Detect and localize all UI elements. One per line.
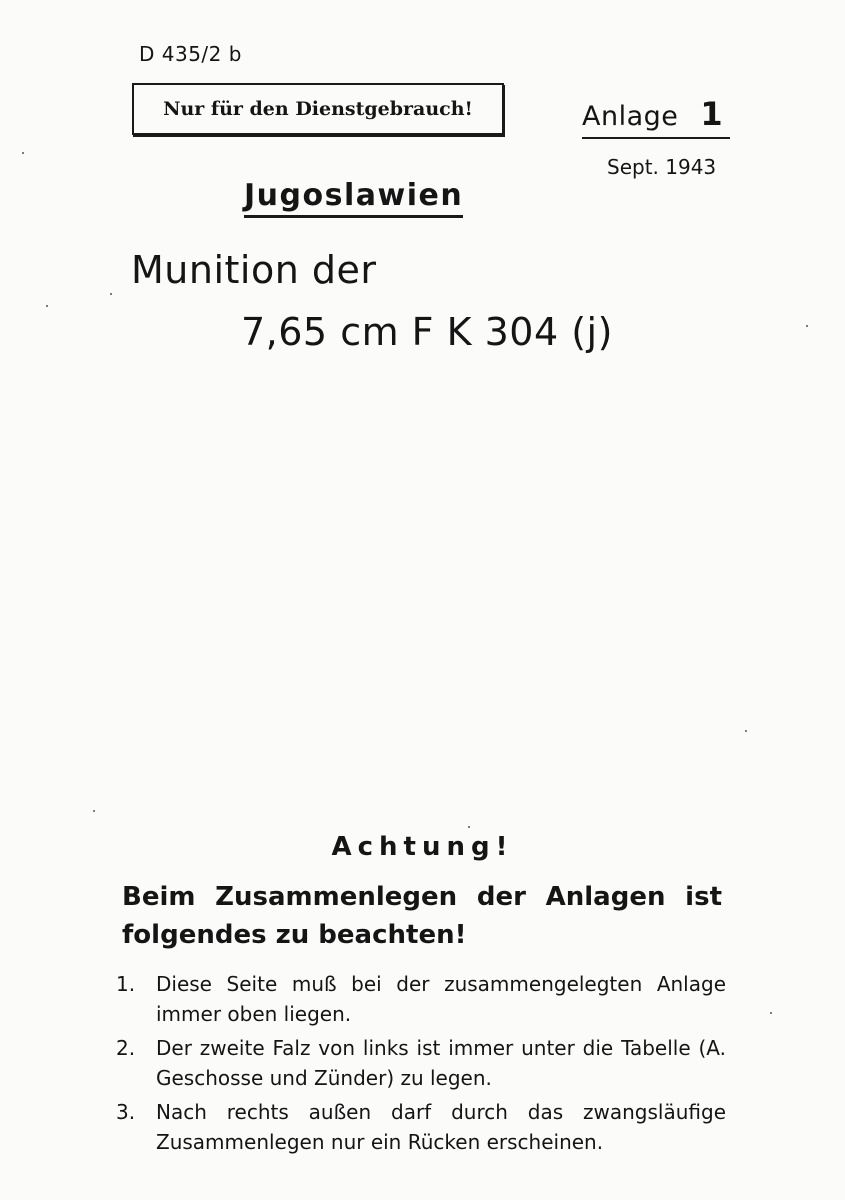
restriction-notice-box bbox=[132, 83, 504, 135]
scan-speck bbox=[468, 826, 470, 828]
list-item-number: 1. bbox=[116, 972, 136, 996]
scan-speck bbox=[806, 325, 808, 327]
annex-line bbox=[582, 95, 730, 139]
list-item bbox=[116, 1097, 726, 1157]
attention-heading bbox=[0, 832, 845, 862]
list-item-text: Nach rechts außen darf durch das zwangsläufige Zusammenlegen nur ein Rücken erscheinen. bbox=[156, 1100, 726, 1154]
annex-date: Sept. 1943 bbox=[607, 155, 717, 179]
scan-speck bbox=[46, 305, 48, 307]
list-item-text: Der zweite Falz von links ist immer unter die Tabelle (A. Geschosse und Zünder) zu legen. bbox=[156, 1036, 726, 1090]
scan-speck bbox=[93, 810, 95, 812]
attention-text: Beim Zusammenlegen der Anlagen ist folgendes zu beachten! bbox=[122, 882, 722, 950]
list-item bbox=[116, 1033, 726, 1093]
scan-speck bbox=[745, 730, 747, 732]
scan-speck bbox=[110, 293, 112, 295]
list-item-text: Diese Seite muß bei der zusammengelegten Anlage immer oben liegen. bbox=[156, 972, 726, 1026]
annex-label: Anlage bbox=[582, 101, 679, 132]
scan-speck bbox=[770, 1012, 772, 1014]
annex-heading bbox=[582, 95, 730, 139]
list-item-number: 2. bbox=[116, 1036, 136, 1060]
subject-title-line2: 7,65 cm F K 304 (j) bbox=[241, 310, 613, 354]
subject-title-line1: Munition der bbox=[131, 248, 377, 292]
scan-speck bbox=[22, 152, 24, 154]
list-item-number: 3. bbox=[116, 1100, 136, 1124]
annex-number: 1 bbox=[700, 95, 723, 133]
country-title: Jugoslawien bbox=[244, 178, 463, 218]
restriction-notice: Nur für den Dienstgebrauch! bbox=[163, 98, 473, 120]
instruction-list bbox=[116, 969, 726, 1161]
list-item bbox=[116, 969, 726, 1029]
document-code: D 435/2 b bbox=[139, 42, 242, 66]
attention-heading-text: Achtung! bbox=[331, 832, 514, 862]
